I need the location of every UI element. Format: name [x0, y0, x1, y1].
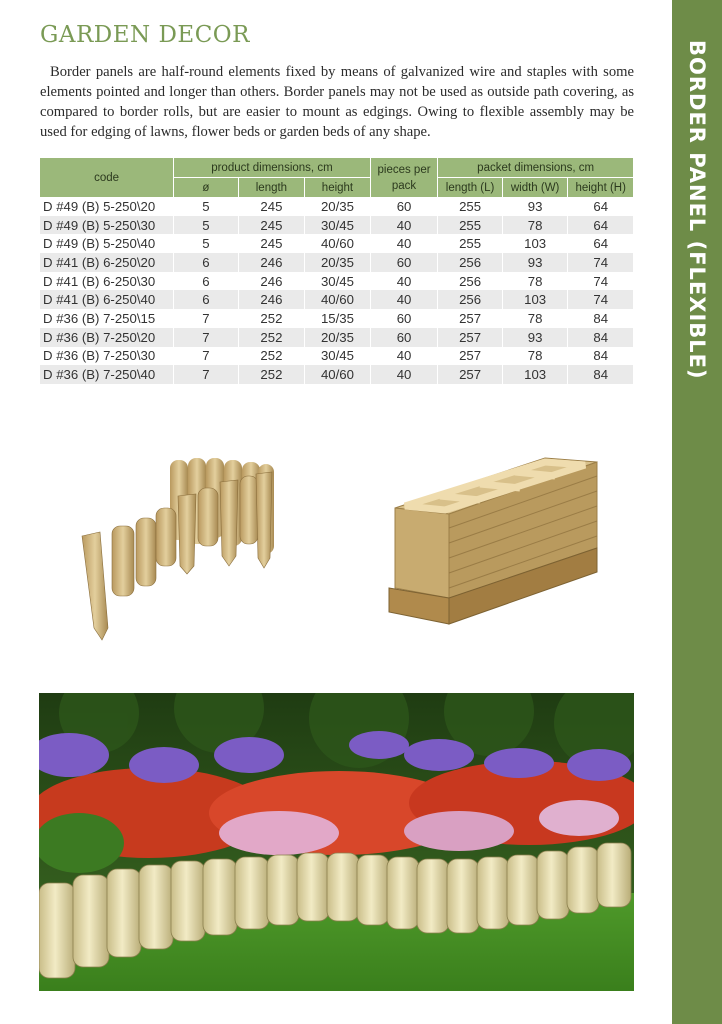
table-row	[40, 272, 633, 291]
product-table	[39, 158, 634, 384]
table-cell: 60	[371, 253, 438, 272]
table-cell: 20/35	[305, 328, 370, 347]
table-cell: 40/60	[305, 365, 370, 384]
code-cell: D #36 (B) 7-250\20	[40, 328, 173, 347]
table-cell: 5	[202, 198, 210, 214]
code-cell: D #36 (B) 7-250\40	[40, 365, 173, 384]
code-cell: D #49 (B) 5-250\40	[43, 236, 156, 252]
code-cell: D #36 (B) 7-250\30	[43, 348, 156, 364]
table-cell: 256	[459, 273, 482, 289]
table-cell: 84	[568, 328, 633, 347]
code-cell: D #49 (B) 5-250\30	[40, 216, 173, 235]
table-cell: 40	[371, 216, 438, 235]
table-cell: 93	[503, 253, 568, 272]
table-cell: 64	[593, 198, 609, 214]
table-cell: 60	[396, 198, 412, 214]
table-cell: 74	[593, 273, 609, 289]
header-pieces-per-pack: pieces per pack	[371, 158, 438, 197]
header-product-dimensions: product dimensions, cm	[174, 158, 370, 178]
code-cell: D #41 (B) 6-250\30	[43, 273, 156, 289]
table-cell: 255	[459, 236, 482, 252]
table-cell: 103	[503, 365, 568, 384]
table-cell: 84	[593, 310, 609, 326]
table-cell: 256	[438, 290, 502, 309]
table-row	[40, 253, 633, 272]
sub-header-cell: height	[305, 178, 370, 197]
table-cell: 74	[568, 253, 633, 272]
table-cell: 30/45	[320, 273, 354, 289]
code-cell: D #41 (B) 6-250\20	[40, 253, 173, 272]
table-cell: 78	[503, 216, 568, 235]
table-cell: 30/45	[320, 348, 354, 364]
table-cell: 40	[396, 236, 412, 252]
table-cell: 7	[174, 328, 238, 347]
table-cell: 252	[260, 310, 283, 326]
table-cell: 246	[260, 273, 283, 289]
sub-header-cell: width (W)	[503, 178, 568, 197]
table-cell: 6	[174, 290, 238, 309]
table-cell: 40/60	[320, 236, 354, 252]
table-cell: 103	[503, 290, 568, 309]
table-cell: 257	[459, 310, 482, 326]
table-cell: 40	[371, 290, 438, 309]
table-cell: 40/60	[305, 290, 370, 309]
table-row	[40, 365, 633, 384]
table-cell: 20/35	[320, 198, 354, 214]
table-cell: 40	[396, 348, 412, 364]
table-row	[40, 197, 633, 216]
table-cell: 93	[527, 198, 543, 214]
table-cell: 84	[593, 348, 609, 364]
table-row	[40, 309, 633, 328]
table-cell: 252	[260, 348, 283, 364]
table-body	[40, 197, 633, 384]
table-cell: 252	[239, 365, 305, 384]
table-cell: 78	[527, 310, 543, 326]
sub-header-cell: length	[239, 178, 305, 197]
table-cell: 40	[396, 273, 412, 289]
table-cell: 78	[527, 348, 543, 364]
table-cell: 245	[239, 216, 305, 235]
intro-paragraph: Border panels are half-round elements fixed by means of galvanized wire and staples with some elements pointed and longer than others. Border panels may not be used as outside path covering, as compared to border rolls, but are easier to mount as edgings. Owing to flexible assembly may be used for edging of lawns, flower beds or garden beds of any shape.	[40, 64, 634, 140]
table-cell: 84	[568, 365, 633, 384]
table-cell: 78	[527, 273, 543, 289]
table-cell: 246	[239, 290, 305, 309]
header-packet-dimensions: packet dimensions, cm	[438, 158, 633, 178]
table-cell: 60	[396, 310, 412, 326]
garden-flowerbed-photo	[39, 693, 634, 991]
sidebar-title: BORDER PANEL (FLEXIBLE)	[685, 40, 709, 380]
table-cell: 15/35	[320, 310, 354, 326]
table-cell: 245	[260, 198, 283, 214]
table-cell: 40	[371, 365, 438, 384]
table-cell: 255	[438, 216, 502, 235]
border-panel-photo	[70, 448, 290, 648]
sub-header-cell: ø	[174, 178, 238, 197]
table-cell: 6	[202, 273, 210, 289]
table-row	[40, 234, 633, 253]
table-cell: 64	[593, 236, 609, 252]
table-cell: 93	[503, 328, 568, 347]
table-cell: 7	[202, 348, 210, 364]
table-cell: 257	[459, 348, 482, 364]
table-cell: 5	[174, 216, 238, 235]
table-cell: 64	[568, 216, 633, 235]
table-cell: 7	[174, 365, 238, 384]
code-cell: D #49 (B) 5-250\20	[43, 198, 156, 214]
table-row	[40, 328, 633, 347]
table-cell: 255	[459, 198, 482, 214]
table-cell: 20/35	[305, 253, 370, 272]
sidebar-title-wrap	[675, 40, 719, 380]
code-cell: D #36 (B) 7-250\15	[43, 310, 156, 326]
table-cell: 245	[260, 236, 283, 252]
code-cell: D #41 (B) 6-250\40	[40, 290, 173, 309]
table-cell: 30/45	[305, 216, 370, 235]
table-cell: 257	[438, 328, 502, 347]
sub-header-cell: length (L)	[438, 178, 502, 197]
table-cell: 7	[202, 310, 210, 326]
sub-header-cell: height (H)	[568, 178, 633, 197]
table-cell: 246	[239, 253, 305, 272]
table-row	[40, 347, 633, 366]
table-row	[40, 216, 633, 235]
table-cell: 256	[438, 253, 502, 272]
table-cell: 60	[371, 328, 438, 347]
table-cell: 6	[174, 253, 238, 272]
header-code: code	[40, 158, 173, 197]
table-cell: 257	[438, 365, 502, 384]
table-row	[40, 290, 633, 309]
table-cell: 103	[524, 236, 547, 252]
table-cell: 252	[239, 328, 305, 347]
pallet-bundle-photo	[385, 448, 600, 643]
table-cell: 74	[568, 290, 633, 309]
table-cell: 5	[202, 236, 210, 252]
page-title: GARDEN DECOR	[40, 22, 250, 48]
